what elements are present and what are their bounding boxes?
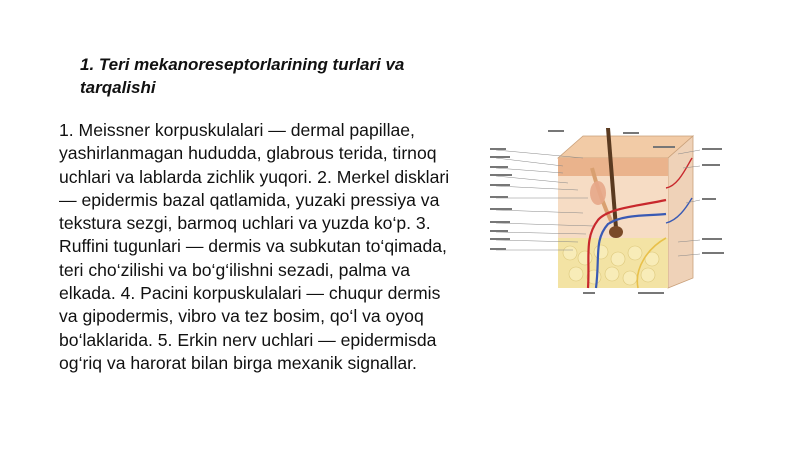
- skin-diagram-image: [488, 128, 733, 298]
- slide-body-text: 1. Meissner korpuskulalari — dermal papillae, yashirlanmagan hududda, glabrous terida, tirnoq uchlari va lablarda zichlik yuqori. 2. Merkel disklari — epidermis bazal qatlamida, yuzaki pressiya va tekstura sezgi, barmoq uchlari va yuzda ko‘p. 3. Ruffini tugunlari — dermis va subkutan to‘qimada, teri cho‘zilishi va bo‘g‘ilishni sezadi, palma va elkada. 4. Pacini korpuskulalari — chuqur dermis va gipodermis, vibro va tez bosim, qo‘l va oyoq bo‘laklarida. 5. Erkin nerv uchlari — epidermisda og‘riq va harorat bilan birga mexanik signallar.: [59, 120, 450, 373]
- slide-title: 1. Teri mekanoreseptorlarining turlari va tarqalishi: [80, 55, 405, 97]
- skin-cross-section-icon: [488, 128, 733, 298]
